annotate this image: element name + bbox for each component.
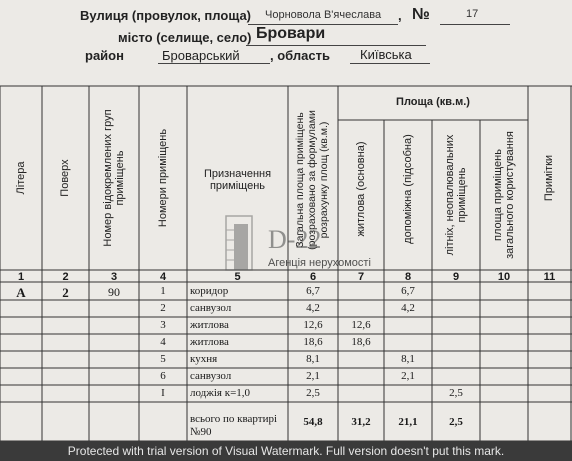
cell-total: 6,7 [306,285,320,297]
col-number: 4 [159,271,167,283]
cell-purpose: лоджія к=1,0 [190,387,251,399]
header-area-group: Площа (кв.м.) [396,96,470,108]
cell-room: 1 [160,285,166,297]
cell-room: 3 [160,319,166,331]
col-number: 1 [17,271,25,283]
cell-total: 18,6 [303,336,323,348]
header-litera: Літера [15,161,27,195]
header-group-number: Номер відокремлених груп приміщень [102,109,126,247]
region-label: , область [270,48,330,63]
cell-room: 5 [160,353,166,365]
cell-purpose: санвузол [190,370,232,382]
cell-total: 12,6 [303,319,323,331]
comma: , [398,8,402,23]
col-number: 6 [309,271,317,283]
cell-purpose: кухня [190,353,218,365]
col-number: 2 [62,271,69,283]
total-area: 54,8 [303,416,323,428]
watermark-agency: Агенція нерухомості [268,257,371,269]
cell-living: 12,6 [351,319,371,331]
total-summer: 2,5 [449,416,463,428]
building-logo-icon [212,210,272,272]
cell-living: 18,6 [351,336,371,348]
number-value: 17 [466,8,479,20]
header-summer: літніх, неопалювальних приміщень [444,134,468,256]
cell-total: 2,5 [306,387,320,399]
cell-purpose: житлова [190,336,229,348]
watermark-logo-text: D-22 [268,225,322,254]
col-number: 5 [234,271,241,283]
trial-watermark-banner: Protected with trial version of Visual Watermark. Full version doesn't put this mark. [0,441,572,461]
total-label: всього по квартирі №90 [190,413,278,438]
cell-room: 2 [160,302,166,314]
street-value: Чорновола В'ячеслава [265,9,382,21]
col-number: 3 [110,271,118,283]
cell-summer: 2,5 [449,387,463,399]
total-aux: 21,1 [398,416,418,428]
cell-floor: 2 [62,285,69,300]
cell-room: 6 [160,370,166,382]
city-value: Бровари [256,25,326,42]
header-common: площа приміщень загального користування [492,131,516,259]
city-label: місто (селище, село) [118,30,252,45]
number-label: № [412,6,430,23]
cell-group: 90 [108,285,120,299]
region-value: Київська [360,47,412,62]
cell-aux: 2,1 [401,370,415,382]
street-label: Вулиця (провулок, площа) [80,8,251,23]
cell-aux: 8,1 [401,353,415,365]
header-purpose: Призначення приміщень [203,168,272,192]
header-auxiliary: допоміжна (підсобна) [402,134,414,244]
header-living: житлова (основна) [355,141,367,237]
cell-purpose: коридор [190,285,229,297]
cell-total: 2,1 [306,370,320,382]
district-label: район [85,48,124,63]
district-value: Броварський [162,48,240,63]
col-number: 10 [497,271,511,283]
header-notes: Примітки [543,154,555,202]
cell-purpose: житлова [190,319,229,331]
cell-aux: 4,2 [401,302,415,314]
cell-aux: 6,7 [401,285,415,297]
cell-room: I [161,387,165,399]
col-number: 11 [543,271,556,283]
cell-purpose: санвузол [190,302,232,314]
col-number: 9 [452,271,460,283]
header-total-area: Загальна площа приміщень (розраховано за формулами розрахунку площ (кв.м.) [294,110,330,250]
total-living: 31,2 [351,416,371,428]
cell-room: 4 [160,336,166,348]
cell-total: 8,1 [306,353,320,365]
col-number: 7 [357,271,365,283]
cell-total: 4,2 [306,302,320,314]
header-floor: Поверх [59,159,71,197]
header-room-numbers: Номери приміщень [157,128,169,228]
col-number: 8 [404,271,412,283]
cell-litera: А [16,285,26,300]
